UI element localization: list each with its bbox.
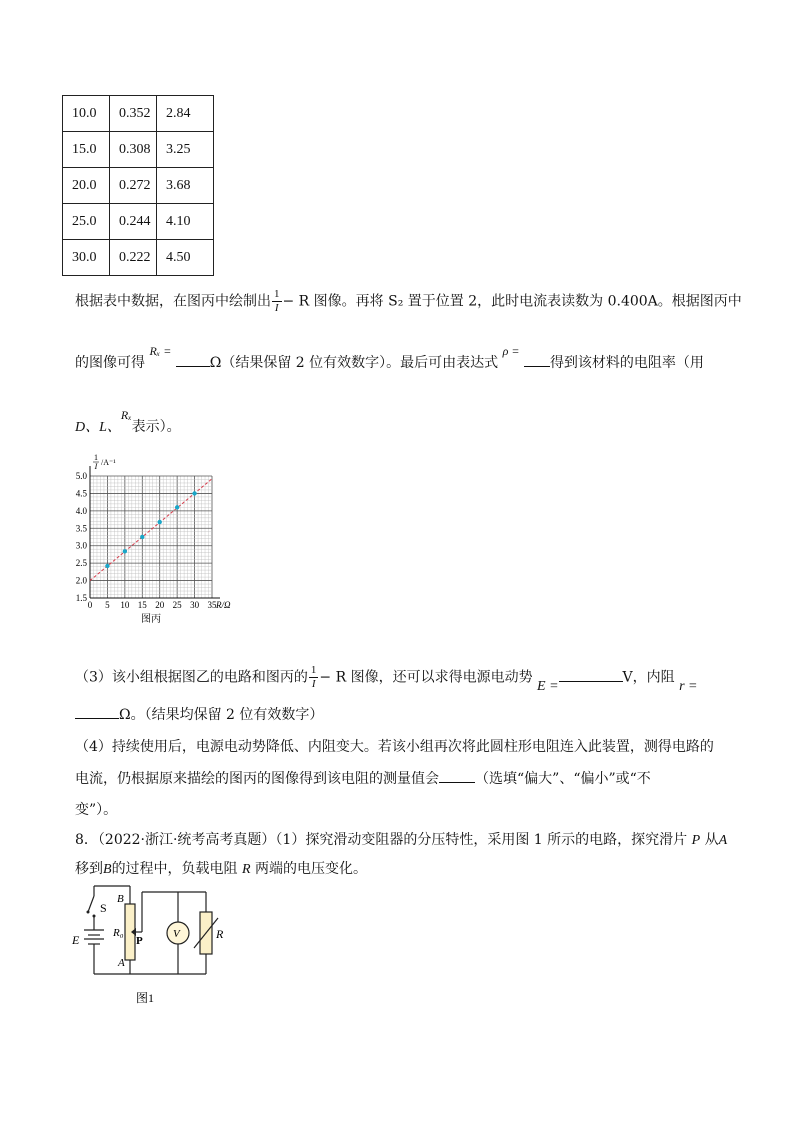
question-3-line-2: Ω。（结果均保留 2 位有效数字） (75, 704, 323, 724)
x-tick-label: 0 (87, 600, 93, 610)
data-table (62, 95, 214, 276)
table-cell: 0.244 (110, 204, 157, 240)
paragraph-2: 的图像可得 Rₓ = Ω（结果保留 2 位有效数字）。最后可由表达式 ρ = 得到该材料的电阻率（用 (75, 344, 704, 371)
table-cell: 20.0 (63, 168, 110, 204)
emf-answer-blank[interactable] (559, 669, 623, 682)
question-3: （3）该小组根据图乙的电路和图丙的 $\frac{1}{I}$ − R 图像，还可以求得电源电动势 E =V，内阻 r = (75, 664, 698, 694)
label-r0: R₀ (113, 927, 124, 939)
question-8-line-1: 8．（2022·浙江·统考高考真题）（1）探究滑动变阻器的分压特性，采用图 1 所示的电路，探究滑片 P 从A (75, 832, 728, 848)
question-4-line-1: （4）持续使用后，电源电动势降低、内阻变大。若该小组再次将此圆柱形电阻连入此装置，测得电路的 (75, 739, 714, 755)
rx-answer-blank[interactable] (176, 354, 210, 367)
y-tick-label: 2.0 (75, 575, 87, 586)
y-tick-label: 3.5 (75, 523, 87, 534)
table-cell: 0.222 (110, 240, 157, 276)
label-a: A (118, 957, 125, 969)
y-tick-label: 1.5 (75, 593, 87, 603)
chart-figure (62, 450, 262, 630)
table-row (63, 132, 214, 168)
circuit-diagram-figure-1 (70, 882, 240, 1012)
figure-caption: 图1 (136, 991, 155, 1005)
y-tick-label: 2.5 (75, 558, 87, 569)
chart-caption: 图丙 (141, 614, 161, 625)
table-cell: 2.84 (157, 96, 214, 132)
label-r: R (216, 927, 224, 941)
x-tick-label: 20 (155, 600, 165, 610)
y-tick-label: 4.0 (75, 505, 87, 516)
table-cell: 30.0 (63, 240, 110, 276)
question-4-line-3: 变”）。 (75, 802, 118, 818)
data-point (123, 549, 127, 553)
table-cell: 15.0 (63, 132, 110, 168)
data-point (140, 535, 144, 539)
table-cell: 10.0 (63, 96, 110, 132)
fraction-1-over-i: $\frac{1}{I}$ (310, 664, 317, 690)
table-cell: 0.308 (110, 132, 157, 168)
table-row (63, 240, 214, 276)
paragraph-1: 根据表中数据，在图丙中绘制出 $\frac{1}{I}$ − R 图像。再将 S₂ 置于位置 2，此时电流表读数为 0.400A。根据图丙中 (75, 288, 742, 314)
fraction-1-over-i: $\frac{1}{I}$ (274, 288, 280, 314)
x-tick-label: 10 (120, 600, 130, 610)
x-tick-label: 5 (105, 600, 110, 610)
table-cell: 3.25 (157, 132, 214, 168)
table-row (63, 168, 214, 204)
table-cell: 25.0 (63, 204, 110, 240)
data-point (192, 491, 196, 495)
x-tick-label: 35 (207, 600, 217, 610)
table-cell: 3.68 (157, 168, 214, 204)
data-point (175, 505, 179, 509)
y-tick-label: 5.0 (75, 471, 87, 481)
label-v: V (173, 928, 180, 940)
question-4-line-2: 电流，仍根据原来描绘的图丙的图像得到该电阻的测量值会 （选填“偏大”、“偏小”或“不 (75, 771, 651, 787)
data-point (158, 520, 162, 524)
paragraph-3: D、L、Rₓ表示）。 (75, 408, 181, 435)
measurement-answer-blank[interactable] (439, 770, 475, 783)
table-cell: 0.272 (110, 168, 157, 204)
table-cell: 0.352 (110, 96, 157, 132)
label-s: S (100, 901, 107, 915)
question-8-line-2: 移到B的过程中，负载电阻 R 两端的电压变化。 (75, 861, 368, 877)
data-point (105, 564, 109, 568)
internal-resistance-answer-blank[interactable] (75, 706, 119, 719)
y-tick-label: 3.0 (75, 540, 87, 551)
table-cell: 4.50 (157, 240, 214, 276)
x-axis-label: R/Ω (216, 600, 231, 610)
rho-answer-blank[interactable] (524, 354, 550, 367)
table-cell: 4.10 (157, 204, 214, 240)
x-tick-label: 15 (137, 600, 147, 610)
label-b: B (117, 893, 124, 905)
x-tick-label: 25 (172, 600, 182, 610)
y-axis-label-unit: /A⁻¹ (101, 458, 116, 467)
table-row (63, 204, 214, 240)
x-tick-label: 30 (190, 600, 200, 610)
y-axis-label-denominator: I (94, 462, 98, 471)
label-p: P (136, 935, 143, 947)
label-e: E (72, 933, 80, 947)
table-row (63, 96, 214, 132)
y-tick-label: 4.5 (75, 488, 87, 499)
y-axis-label-numerator: 1 (94, 453, 98, 462)
